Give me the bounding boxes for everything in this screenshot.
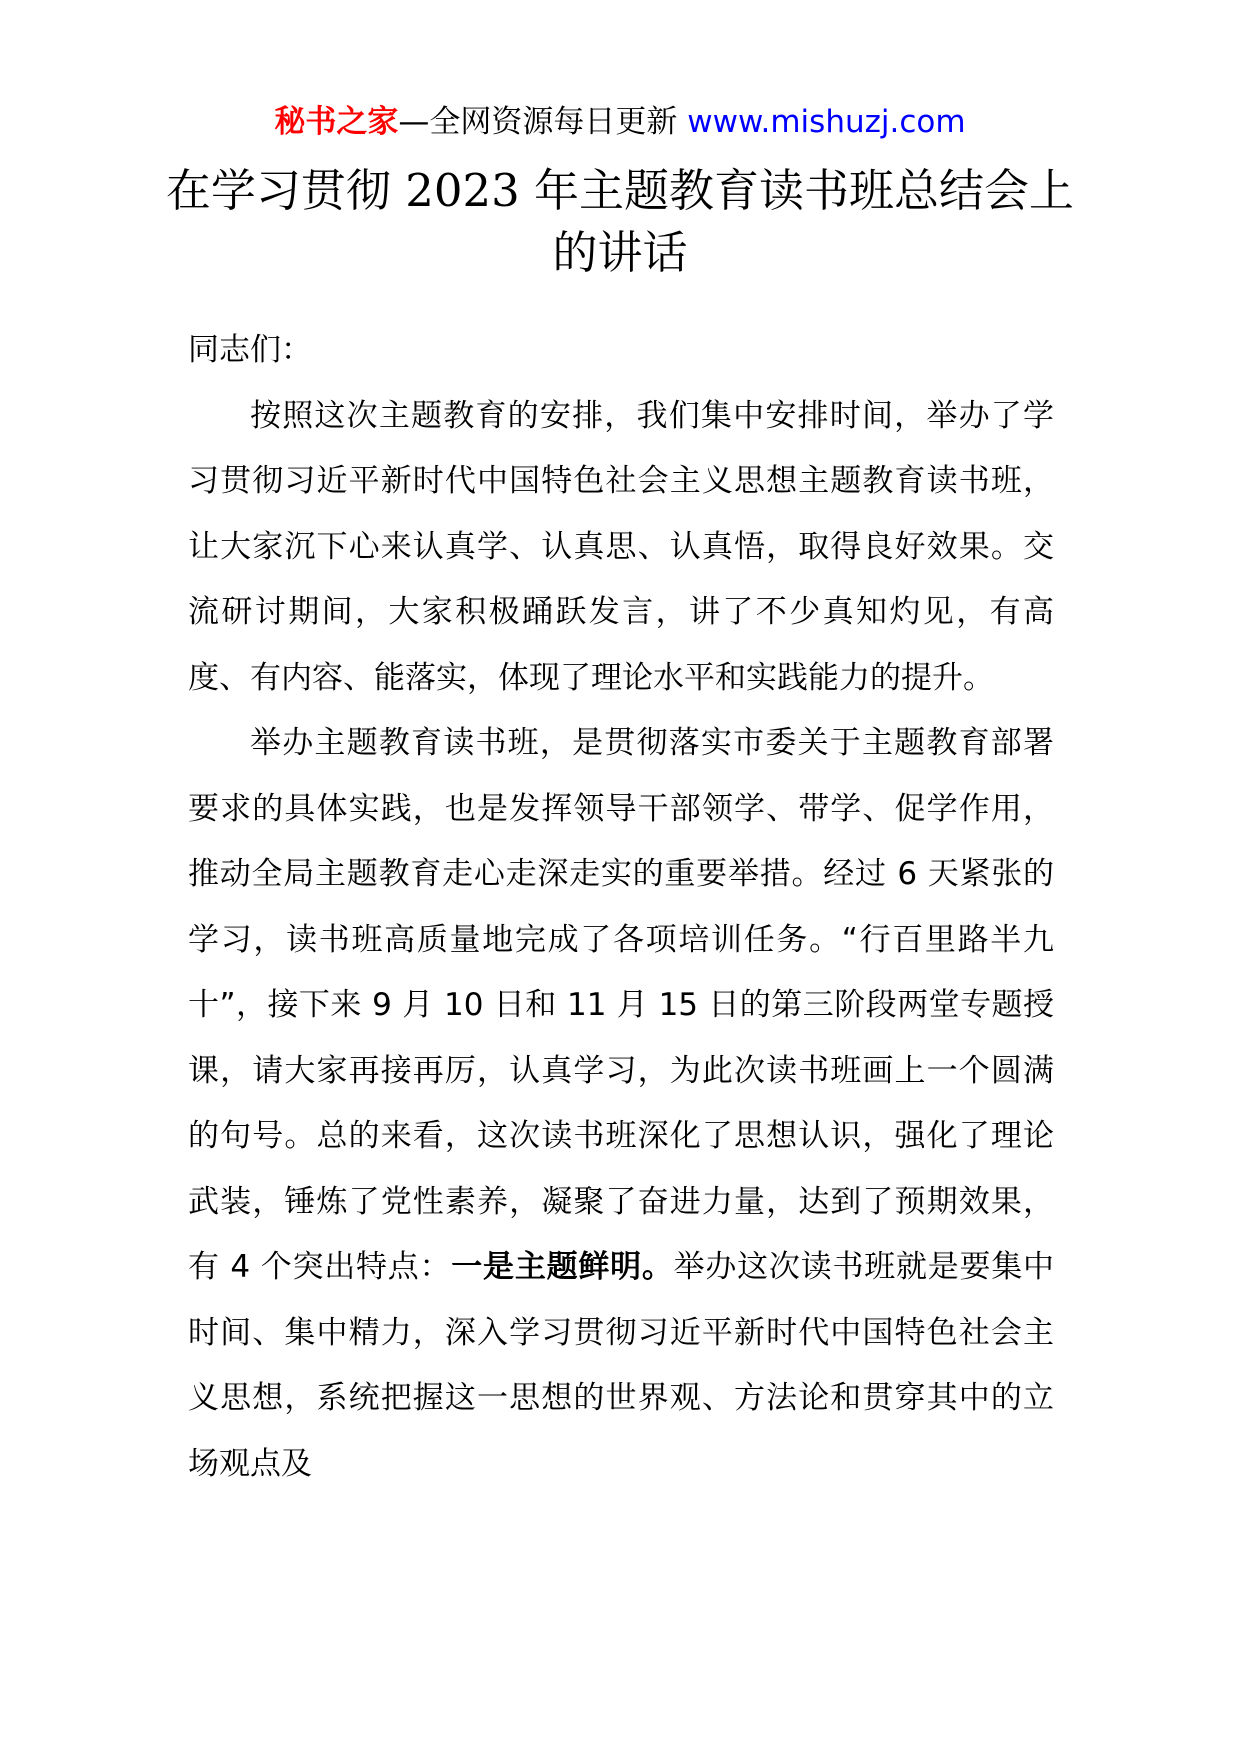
paragraph-2-text: 举办主题教育读书班，是贯彻落实市委关于主题教育部署要求的具体实践，也是发挥领导干部领学、带学、促学作用，推动全局主题教育走心走深走实的重要举措。经过 6 天紧张的学习，读书班高质量地完成了各项培训任务。“行百里路半九十”，接下来 9 月 10 日和 11 月 15 日的第三阶段两堂专题授课，请大家再接再厉，认真学习，为此次读书班画上一个圆满的句号。总的来看，这次读书班深化了思想认识，强化了理论武装，锤炼了党性素养，凝聚了奋进力量，达到了预期效果，有 4 个突出特点： bbox=[188, 725, 1054, 1285]
site-url-link[interactable]: www.mishuzj.com bbox=[687, 104, 966, 140]
paragraph-2-continued: 举办这次读书班就是要集中时间、集中精力，深入学习贯彻习近平新时代中国特色社会主义思想，系统把握这一思想的世界观、方法论和贯穿其中的立场观点及 bbox=[188, 1249, 1055, 1482]
point-one-heading: 一是主题鲜明。 bbox=[451, 1249, 674, 1285]
paragraph-1: 按照这次主题教育的安排，我们集中安排时间，举办了学习贯彻习近平新时代中国特色社会主义思想主题教育读书班，让大家沉下心来认真学、认真思、认真悟，取得良好效果。交流研讨期间，大家积极踊跃发言，讲了不少真知灼见，有高度、有内容、能落实，体现了理论水平和实践能力的提升。 bbox=[188, 397, 1054, 696]
document-body bbox=[188, 318, 1054, 1497]
site-header bbox=[0, 100, 1240, 144]
paragraph-2 bbox=[188, 711, 1054, 1497]
document-title: 在学习贯彻 2023 年主题教育读书班总结会上的讲话 bbox=[165, 164, 1075, 279]
site-brand: 秘书之家 bbox=[274, 104, 399, 140]
salutation: 同志们： bbox=[188, 332, 312, 368]
site-tagline: —全网资源每日更新 bbox=[398, 104, 688, 140]
